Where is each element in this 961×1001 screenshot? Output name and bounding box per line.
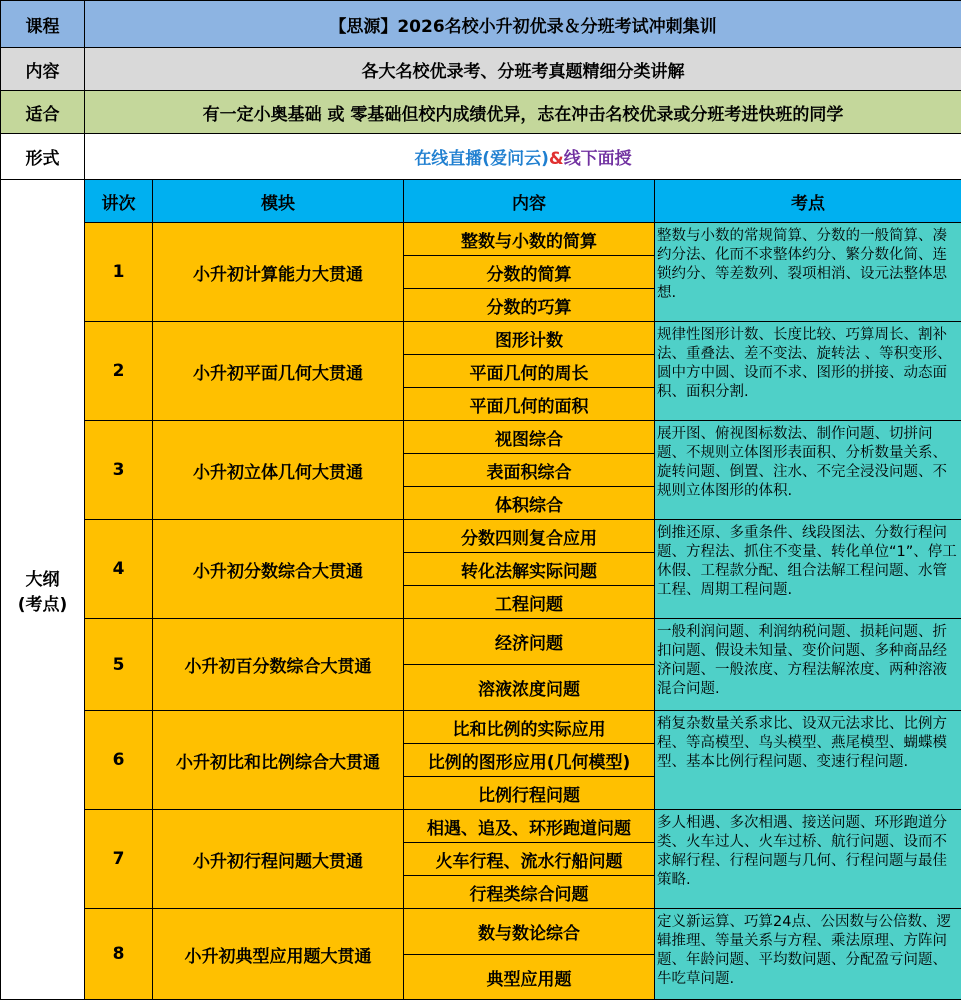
lesson-module: 小升初百分数综合大贯通 bbox=[153, 619, 404, 711]
lesson-row bbox=[1, 421, 961, 454]
lesson-number: 3 bbox=[85, 421, 153, 520]
lesson-topic: 视图综合 bbox=[404, 421, 655, 454]
lesson-number: 4 bbox=[85, 520, 153, 619]
suit-value: 有一定小奥基础 或 零基础但校内成绩优异，志在冲击名校优录或分班考进快班的同学 bbox=[85, 91, 961, 134]
lesson-topic: 分数的简算 bbox=[404, 256, 655, 289]
content-label: 内容 bbox=[1, 48, 85, 91]
form-amp: & bbox=[548, 149, 564, 169]
lesson-topic: 比例行程问题 bbox=[404, 777, 655, 810]
lesson-number: 7 bbox=[85, 810, 153, 909]
lesson-topic: 分数的巧算 bbox=[404, 289, 655, 322]
form-value bbox=[85, 134, 961, 180]
outline-label-line1: 大纲 bbox=[25, 569, 60, 590]
content-value: 各大名校优录考、分班考真题精细分类讲解 bbox=[85, 48, 961, 91]
lesson-topic: 行程类综合问题 bbox=[404, 876, 655, 909]
lesson-module: 小升初平面几何大贯通 bbox=[153, 322, 404, 421]
lesson-topic: 典型应用题 bbox=[404, 955, 655, 1000]
lesson-points: 规律性图形计数、长度比较、巧算周长、割补法、重叠法、差不变法、旋转法 、等积变形、圆中方中圆、设而不求、图形的拼接、动态面积、面积分割. bbox=[655, 322, 961, 421]
lesson-topic: 比例的图形应用(几何模型) bbox=[404, 744, 655, 777]
lesson-points: 展开图、俯视图标数法、制作问题、切拼问题、不规则立体图形表面积、分析数量关系、旋转问题、倒置、注水、不完全浸没问题、不规则立体图形的体积. bbox=[655, 421, 961, 520]
lesson-module: 小升初典型应用题大贯通 bbox=[153, 909, 404, 1000]
lesson-number: 8 bbox=[85, 909, 153, 1000]
lesson-row bbox=[1, 619, 961, 665]
lesson-col-header: 讲次 bbox=[85, 180, 153, 223]
lesson-points: 稍复杂数量关系求比、设双元法求比、比例方程、等高模型、鸟头模型、燕尾模型、蝴蝶模型、基本比例行程问题、变速行程问题. bbox=[655, 711, 961, 810]
lesson-topic: 溶液浓度问题 bbox=[404, 665, 655, 711]
lesson-topic: 火车行程、流水行船问题 bbox=[404, 843, 655, 876]
lesson-topic: 分数四则复合应用 bbox=[404, 520, 655, 553]
lesson-points: 一般利润问题、利润纳税问题、损耗问题、折扣问题、假设未知量、变价问题、多种商品经济问题、一般浓度、方程法解浓度、两种溶液混合问题. bbox=[655, 619, 961, 711]
lesson-topic: 经济问题 bbox=[404, 619, 655, 665]
lesson-module: 小升初比和比例综合大贯通 bbox=[153, 711, 404, 810]
outline-label bbox=[1, 180, 85, 1000]
lesson-module: 小升初行程问题大贯通 bbox=[153, 810, 404, 909]
lesson-row bbox=[1, 810, 961, 843]
lesson-number: 1 bbox=[85, 223, 153, 322]
lesson-number: 5 bbox=[85, 619, 153, 711]
lesson-points: 多人相遇、多次相遇、接送问题、环形跑道分类、火车过人、火车过桥、航行问题、设而不求解行程、行程问题与几何、行程问题与最佳策略. bbox=[655, 810, 961, 909]
lesson-points: 定义新运算、巧算24点、公因数与公倍数、逻辑推理、等量关系与方程、乘法原理、方阵问题、年龄问题、平均数问题、分配盈亏问题、牛吃草问题. bbox=[655, 909, 961, 1000]
lesson-module: 小升初计算能力大贯通 bbox=[153, 223, 404, 322]
lesson-row bbox=[1, 520, 961, 553]
points-col-header: 考点 bbox=[655, 180, 961, 223]
lesson-points: 倒推还原、多重条件、线段图法、分数行程问题、方程法、抓住不变量、转化单位“1”、停工休假、工程款分配、组合法解工程问题、水管工程、周期工程问题. bbox=[655, 520, 961, 619]
lesson-topic: 体积综合 bbox=[404, 487, 655, 520]
content-col-header: 内容 bbox=[404, 180, 655, 223]
lesson-topic: 表面积综合 bbox=[404, 454, 655, 487]
lesson-topic: 图形计数 bbox=[404, 322, 655, 355]
lesson-topic: 比和比例的实际应用 bbox=[404, 711, 655, 744]
lesson-number: 6 bbox=[85, 711, 153, 810]
course-label: 课程 bbox=[1, 1, 85, 48]
module-col-header: 模块 bbox=[153, 180, 404, 223]
form-label: 形式 bbox=[1, 134, 85, 180]
lesson-number: 2 bbox=[85, 322, 153, 421]
outline-label-line2: (考点) bbox=[17, 594, 68, 615]
lesson-row bbox=[1, 322, 961, 355]
form-offline: 线下面授 bbox=[563, 149, 632, 169]
lesson-row bbox=[1, 711, 961, 744]
lesson-module: 小升初立体几何大贯通 bbox=[153, 421, 404, 520]
lesson-module: 小升初分数综合大贯通 bbox=[153, 520, 404, 619]
lesson-topic: 数与数论综合 bbox=[404, 909, 655, 955]
lesson-row bbox=[1, 909, 961, 955]
lesson-topic: 平面几何的周长 bbox=[404, 355, 655, 388]
lesson-topic: 相遇、追及、环形跑道问题 bbox=[404, 810, 655, 843]
course-value: 【思源】2026名校小升初优录＆分班考试冲刺集训 bbox=[85, 1, 961, 48]
form-online: 在线直播(爱问云) bbox=[414, 149, 549, 169]
lesson-topic: 整数与小数的简算 bbox=[404, 223, 655, 256]
lesson-topic: 工程问题 bbox=[404, 586, 655, 619]
lesson-row bbox=[1, 223, 961, 256]
lesson-points: 整数与小数的常规简算、分数的一般简算、凑约分法、化而不求整体约分、繁分数化简、连锁约分、等差数列、裂项相消、设元法整体思想. bbox=[655, 223, 961, 322]
lesson-topic: 平面几何的面积 bbox=[404, 388, 655, 421]
suit-label: 适合 bbox=[1, 91, 85, 134]
lesson-topic: 转化法解实际问题 bbox=[404, 553, 655, 586]
